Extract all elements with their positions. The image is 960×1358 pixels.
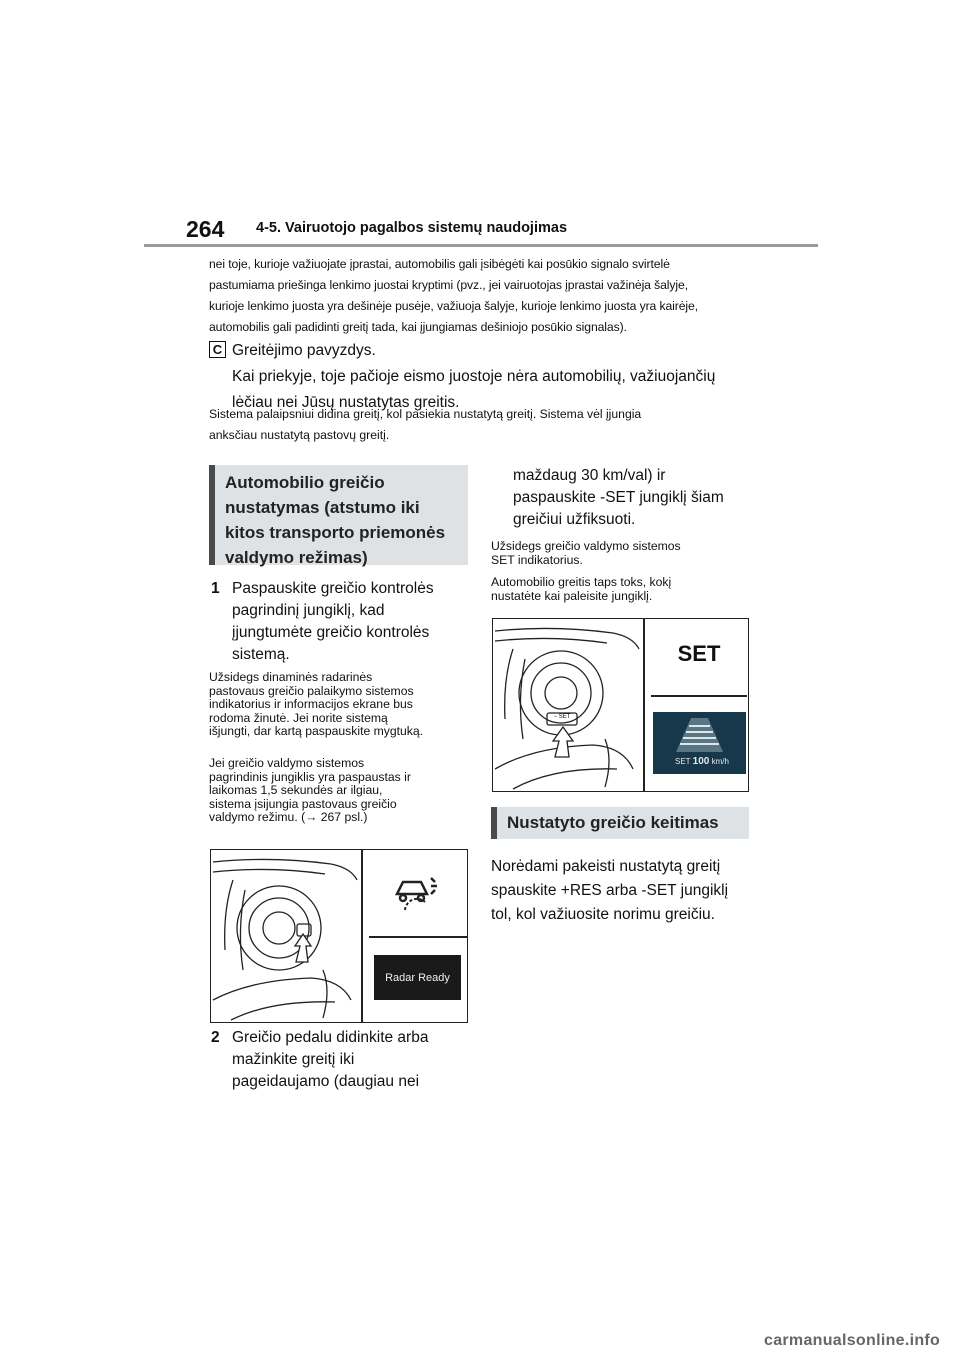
example-note-line: Sistema palaipsniui didina greitį, kol pasiekia nustatytą greitį. Sistema vėl įjungia bbox=[209, 407, 642, 421]
note-constant-speed bbox=[209, 757, 469, 825]
figure-main-switch bbox=[210, 849, 468, 1023]
note-line: Automobilio greitis taps toks, kokį bbox=[491, 575, 672, 589]
figure-set-switch bbox=[492, 618, 749, 792]
display-panel bbox=[645, 619, 749, 792]
step-line: mažinkite greitį iki bbox=[232, 1051, 355, 1068]
step-number: 2 bbox=[211, 1029, 220, 1046]
speed-prefix: SET bbox=[675, 757, 691, 766]
example-note bbox=[209, 404, 769, 446]
body-line: Norėdami pakeisti nustatytą greitį bbox=[491, 858, 721, 875]
step-1 bbox=[209, 578, 469, 666]
note-line: pastovaus greičio palaikymo sistemos bbox=[209, 683, 414, 698]
intro-line: nei toje, kurioje važiuojate įprastai, automobilis gali įsibėgėti kai posūkio signalo svirtelė bbox=[209, 257, 670, 271]
note-line: laikomas 1,5 sekundės ar ilgiau, bbox=[209, 783, 383, 797]
step-line: įjungtumėte greičio kontrolės bbox=[232, 624, 430, 641]
intro-line: pastumiama priešinga lenkimo juostai kryptimi (pvz., jei vairuotojas įprastai važinėja šalyje, bbox=[209, 278, 688, 292]
intro-paragraph bbox=[209, 254, 769, 338]
section-heading-change-speed: Nustatyto greičio keitimas bbox=[491, 807, 749, 839]
set-speed-readout bbox=[675, 756, 729, 767]
intro-line: kurioje lenkimo juosta yra dešinėje pusėje, važiuoja šalyje, kurioje lenkimo juosta yra kairėje, bbox=[209, 299, 698, 313]
step-line: paspauskite -SET jungiklį šiam bbox=[513, 489, 724, 506]
step-2 bbox=[209, 1027, 469, 1093]
note-set-indicator bbox=[491, 540, 751, 567]
steering-wheel-illustration bbox=[211, 850, 361, 1022]
note-line: sistema įsijungia pastovaus greičio bbox=[209, 796, 397, 811]
display-divider bbox=[651, 695, 747, 697]
step-number: 1 bbox=[211, 580, 220, 597]
radar-cruise-icon bbox=[391, 872, 441, 912]
example-line: Kai priekyje, toje pačioje eismo juostoje nėra automobilių, važiuojančių bbox=[232, 368, 716, 385]
section-heading-speed-setting bbox=[209, 465, 468, 565]
note-radar-indicator bbox=[209, 671, 469, 739]
speed-unit: km/h bbox=[711, 757, 729, 766]
speed-display-panel bbox=[653, 712, 746, 774]
page-number: 264 bbox=[186, 216, 225, 242]
note-speed-set bbox=[491, 576, 751, 603]
set-indicator-label: SET bbox=[677, 641, 721, 666]
step-line: Paspauskite greičio kontrolės bbox=[232, 580, 434, 597]
intro-line: automobilis gali padidinti greitį tada, kai įjungiamas dešiniojo posūkio signalas). bbox=[209, 320, 627, 334]
footer-watermark[interactable]: carmanualsonline.info bbox=[764, 1332, 941, 1349]
display-divider bbox=[369, 936, 467, 938]
steering-wheel-illustration bbox=[493, 619, 643, 791]
note-line: pagrindinis jungiklis yra paspaustas ir bbox=[209, 769, 411, 784]
example-line: Greitėjimo pavyzdys. bbox=[232, 342, 376, 359]
set-switch-label: − SET bbox=[553, 714, 571, 720]
body-line: spauskite +RES arba -SET jungiklį bbox=[491, 882, 729, 899]
change-speed-body bbox=[491, 855, 761, 927]
speed-value: 100 bbox=[692, 756, 710, 767]
example-note-line: anksčiau nustatytą pastovų greitį. bbox=[209, 428, 390, 442]
body-line: tol, kol važiuosite norimu greičiu. bbox=[491, 906, 715, 923]
note-line: nustatėte kai paleisite jungiklį. bbox=[491, 588, 653, 603]
heading-line: kitos transporto priemonės bbox=[225, 523, 446, 542]
heading-line: valdymo režimas) bbox=[225, 548, 368, 567]
note-line: Užsidegs greičio valdymo sistemos bbox=[491, 539, 681, 553]
example-line: lėčiau nei Jūsų nustatytas greitis. bbox=[232, 394, 460, 411]
header-rule bbox=[144, 244, 818, 247]
note-line: rodoma žinutė. Jei norite sistemą bbox=[209, 710, 388, 725]
step-line: pagrindinį jungiklį, kad bbox=[232, 602, 385, 619]
section-title: 4-5. Vairuotojo pagalbos sistemų naudojimas bbox=[256, 220, 568, 236]
step-line: Greičio pedalu didinkite arba bbox=[232, 1029, 429, 1046]
lane-graphic bbox=[653, 714, 746, 756]
step-line: pageidaujamo (daugiau nei bbox=[232, 1073, 420, 1090]
step-line: maždaug 30 km/val) ir bbox=[513, 467, 666, 484]
example-marker: C bbox=[209, 341, 226, 358]
note-line: Užsidegs dinaminės radarinės bbox=[209, 670, 373, 684]
note-line: Jei greičio valdymo sistemos bbox=[209, 756, 365, 770]
step-line: sistemą. bbox=[232, 646, 290, 663]
step-line: greičiui užfiksuoti. bbox=[513, 511, 636, 528]
note-line: indikatorius ir informacijos ekrane bus bbox=[209, 697, 413, 711]
display-panel bbox=[363, 850, 468, 1023]
note-line: SET indikatorius. bbox=[491, 552, 583, 567]
heading-line: Automobilio greičio bbox=[225, 473, 385, 492]
radar-ready-label: Radar Ready bbox=[374, 955, 461, 1000]
step-2-continued bbox=[513, 465, 763, 531]
note-line: valdymo režimu. (→ 267 psl.) bbox=[209, 810, 368, 824]
heading-line: nustatymas (atstumo iki bbox=[225, 498, 420, 517]
note-line: išjungti, dar kartą paspauskite mygtuką. bbox=[209, 724, 424, 738]
